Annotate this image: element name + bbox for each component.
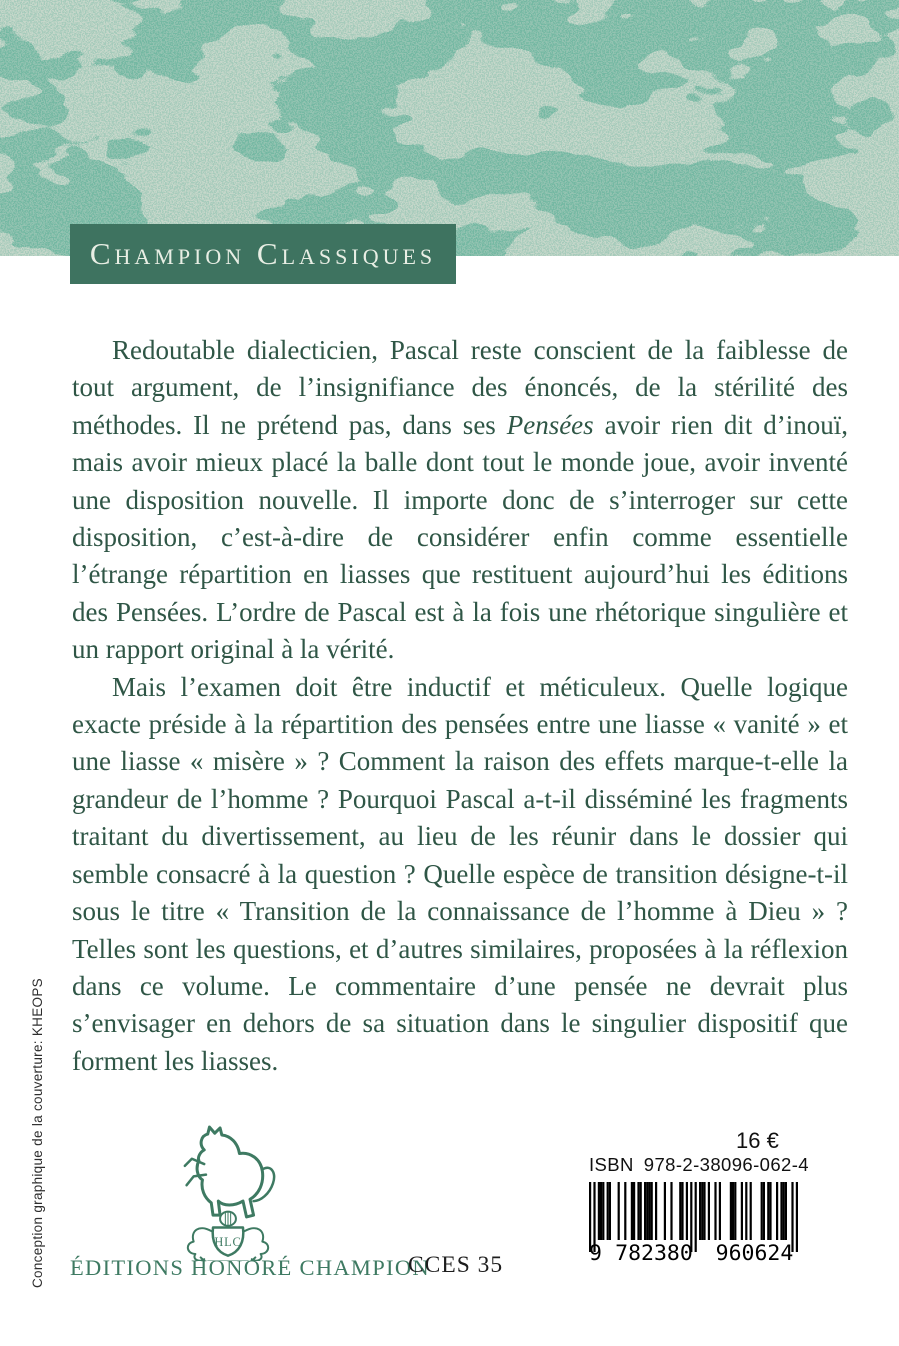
publisher-horse-emblem-icon	[153, 1120, 303, 1261]
publisher-name: ÉDITIONS HONORÉ CHAMPION	[70, 1255, 430, 1280]
marbled-paper-texture	[0, 0, 899, 256]
barcode-digits	[589, 1242, 803, 1266]
blurb-paragraph-1: Redoutable dialecticien, Pascal reste conscient de la faiblesse de tout argument, de l’insignifiance des énoncés, de la stérilité des méthodes. Il ne prétend pas, dans ses Pensées avoir rien dit d’inouï, mais avoir mieux placé la balle dont tout le monde joue, avoir inventé une disposition nouvelle. Il importe donc de s’interroger sur cette disposition, c’est-à-dire de considérer enfin comme essentielle l’étrange répartition en liasses que restituent aujourd’hui les éditions des Pensées. L’ordre de Pascal est à la fois une rhétorique singulière et un rapport original à la vérité.	[72, 335, 848, 665]
collection-banner-label: Champion Classiques	[89, 236, 437, 271]
barcode-left-group: 782380	[615, 1241, 693, 1266]
barcode-right-group: 960624	[715, 1241, 794, 1266]
isbn-line	[589, 1154, 809, 1176]
price-label: 16 €	[736, 1128, 779, 1153]
ean13-barcode	[589, 1182, 803, 1266]
cover-design-credit: Conception graphique de la couverture: KHEOPS	[30, 978, 45, 1288]
barcode-first-digit: 9	[589, 1241, 602, 1266]
isbn-value: 978-2-38096-062-4	[643, 1154, 809, 1175]
blurb-text	[72, 332, 848, 1080]
isbn-prefix: ISBN	[589, 1154, 634, 1175]
collection-banner	[70, 224, 456, 284]
blurb-paragraph-2: Mais l’examen doit être inductif et méticuleux. Quelle logique exacte préside à la répartition des pensées entre une liasse « vanité » et une liasse « misère » ? Comment la raison des effets marque-t-elle la grandeur de l’homme ? Pourquoi Pascal a-t-il disséminé les fragments traitant du divertissement, au lieu de les réunir dans le dossier qui semble consacré à la question ? Quelle espèce de transition désigne-t-il sous le titre « Transition de la connaissance de l’homme à Dieu » ? Telles sont les questions, et d’autres similaires, proposées à la réflexion dans ce volume. Le commentaire d’une pensée ne devrait plus s’envisager en dehors de sa situation dans le singulier dispositif que forment les liasses.	[72, 671, 848, 1076]
publisher-monogram: HLC	[214, 1235, 242, 1250]
collection-code: CCES 35	[408, 1252, 504, 1278]
